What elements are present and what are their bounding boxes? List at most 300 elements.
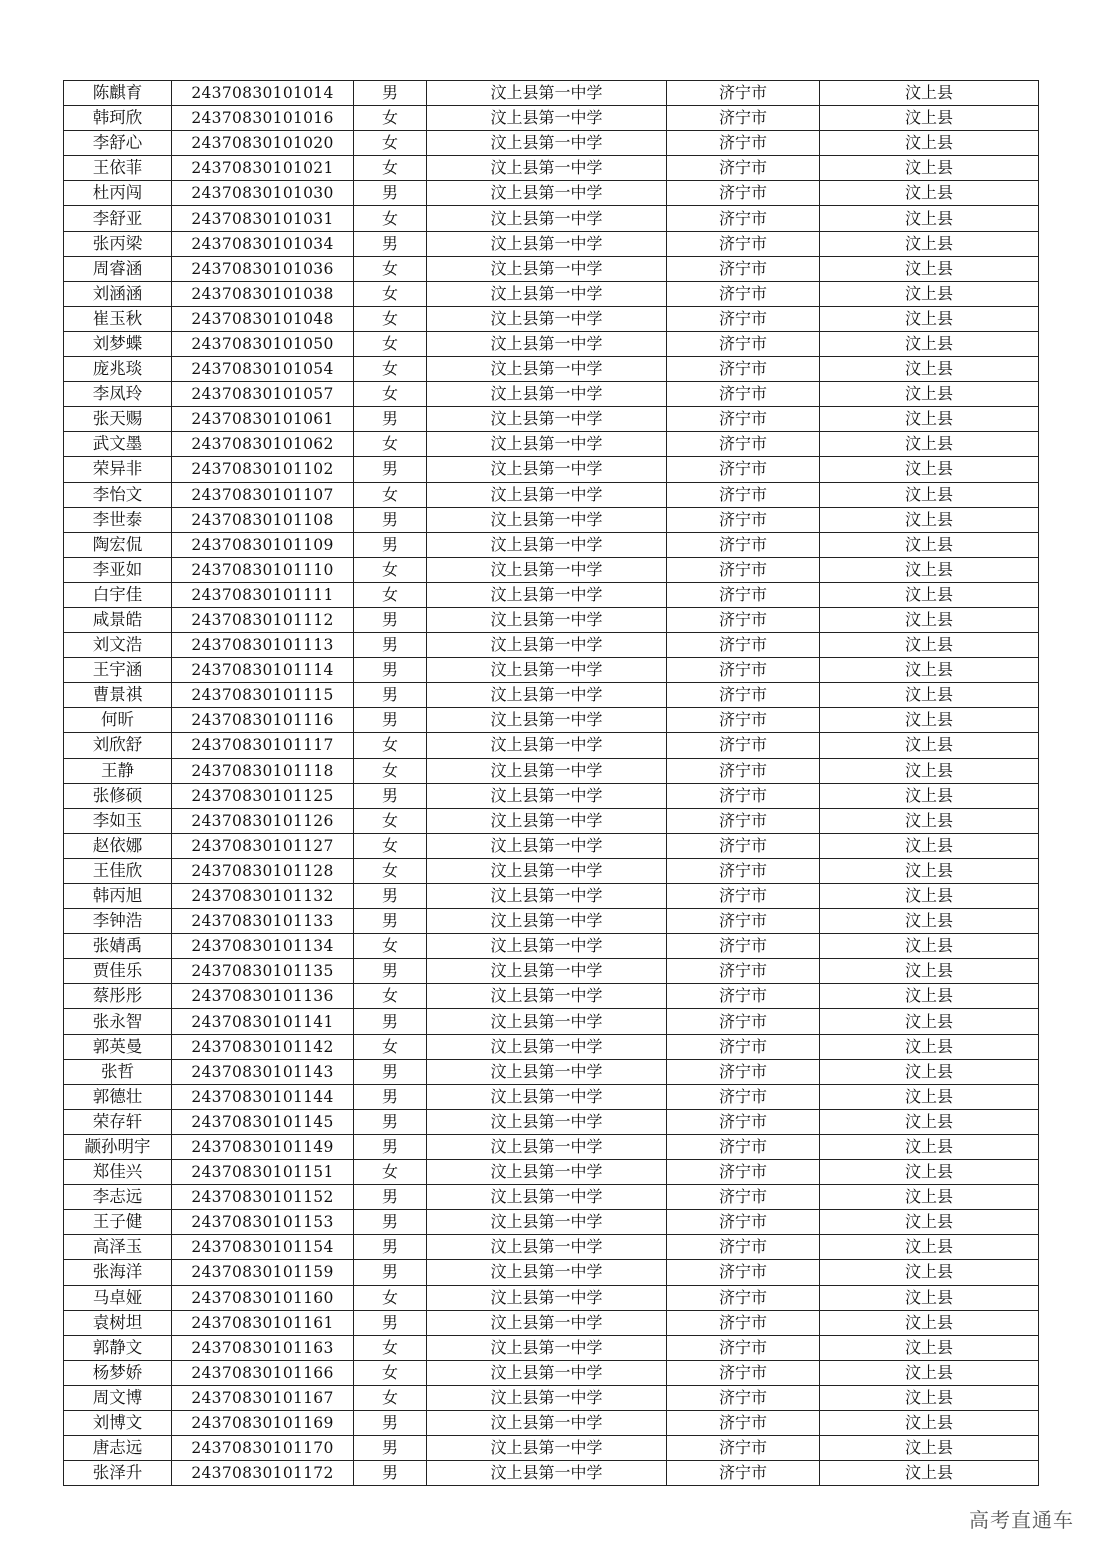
name-cell: 陶宏侃 xyxy=(64,532,172,557)
city-cell: 济宁市 xyxy=(667,1335,820,1360)
table-row xyxy=(64,206,1039,231)
table-row xyxy=(64,1461,1039,1486)
county-cell: 汶上县 xyxy=(820,457,1039,482)
name-cell: 刘梦蝶 xyxy=(64,331,172,356)
name-cell: 李世泰 xyxy=(64,507,172,532)
table-row xyxy=(64,783,1039,808)
name-cell: 郑佳兴 xyxy=(64,1160,172,1185)
gender-cell: 女 xyxy=(354,1034,427,1059)
table-row xyxy=(64,658,1039,683)
exam-id-cell: 24370830101107 xyxy=(172,482,354,507)
school-cell: 汶上县第一中学 xyxy=(427,984,667,1009)
school-cell: 汶上县第一中学 xyxy=(427,1235,667,1260)
table-row xyxy=(64,482,1039,507)
name-cell: 杜丙闯 xyxy=(64,181,172,206)
city-cell: 济宁市 xyxy=(667,1109,820,1134)
city-cell: 济宁市 xyxy=(667,833,820,858)
gender-cell: 女 xyxy=(354,557,427,582)
county-cell: 汶上县 xyxy=(820,1084,1039,1109)
county-cell: 汶上县 xyxy=(820,984,1039,1009)
exam-id-cell: 24370830101161 xyxy=(172,1310,354,1335)
city-cell: 济宁市 xyxy=(667,783,820,808)
exam-id-cell: 24370830101143 xyxy=(172,1059,354,1084)
county-cell: 汶上县 xyxy=(820,683,1039,708)
county-cell: 汶上县 xyxy=(820,106,1039,131)
county-cell: 汶上县 xyxy=(820,507,1039,532)
table-row xyxy=(64,1109,1039,1134)
city-cell: 济宁市 xyxy=(667,1160,820,1185)
table-row xyxy=(64,1436,1039,1461)
county-cell: 汶上县 xyxy=(820,633,1039,658)
name-cell: 崔玉秋 xyxy=(64,306,172,331)
name-cell: 王宇涵 xyxy=(64,658,172,683)
city-cell: 济宁市 xyxy=(667,156,820,181)
county-cell: 汶上县 xyxy=(820,1285,1039,1310)
county-cell: 汶上县 xyxy=(820,582,1039,607)
table-row xyxy=(64,1285,1039,1310)
county-cell: 汶上县 xyxy=(820,357,1039,382)
table-row xyxy=(64,1335,1039,1360)
table-row xyxy=(64,557,1039,582)
table-row xyxy=(64,256,1039,281)
table-row xyxy=(64,833,1039,858)
school-cell: 汶上县第一中学 xyxy=(427,407,667,432)
gender-cell: 男 xyxy=(354,1235,427,1260)
city-cell: 济宁市 xyxy=(667,206,820,231)
exam-id-cell: 24370830101142 xyxy=(172,1034,354,1059)
table-row xyxy=(64,181,1039,206)
school-cell: 汶上县第一中学 xyxy=(427,708,667,733)
school-cell: 汶上县第一中学 xyxy=(427,1160,667,1185)
table-row xyxy=(64,1260,1039,1285)
school-cell: 汶上县第一中学 xyxy=(427,1461,667,1486)
exam-id-cell: 24370830101127 xyxy=(172,833,354,858)
exam-id-cell: 24370830101160 xyxy=(172,1285,354,1310)
city-cell: 济宁市 xyxy=(667,106,820,131)
county-cell: 汶上县 xyxy=(820,407,1039,432)
gender-cell: 女 xyxy=(354,1335,427,1360)
table-row xyxy=(64,106,1039,131)
name-cell: 袁树坦 xyxy=(64,1310,172,1335)
city-cell: 济宁市 xyxy=(667,482,820,507)
exam-id-cell: 24370830101166 xyxy=(172,1360,354,1385)
exam-id-cell: 24370830101172 xyxy=(172,1461,354,1486)
gender-cell: 男 xyxy=(354,683,427,708)
name-cell: 何昕 xyxy=(64,708,172,733)
exam-id-cell: 24370830101153 xyxy=(172,1210,354,1235)
city-cell: 济宁市 xyxy=(667,306,820,331)
exam-id-cell: 24370830101020 xyxy=(172,131,354,156)
name-cell: 张海洋 xyxy=(64,1260,172,1285)
school-cell: 汶上县第一中学 xyxy=(427,858,667,883)
table-row xyxy=(64,607,1039,632)
county-cell: 汶上县 xyxy=(820,1260,1039,1285)
exam-id-cell: 24370830101128 xyxy=(172,858,354,883)
school-cell: 汶上县第一中学 xyxy=(427,106,667,131)
name-cell: 周文博 xyxy=(64,1385,172,1410)
school-cell: 汶上县第一中学 xyxy=(427,231,667,256)
city-cell: 济宁市 xyxy=(667,1260,820,1285)
school-cell: 汶上县第一中学 xyxy=(427,81,667,106)
exam-id-cell: 24370830101109 xyxy=(172,532,354,557)
city-cell: 济宁市 xyxy=(667,231,820,256)
table-row xyxy=(64,81,1039,106)
table-row xyxy=(64,156,1039,181)
county-cell: 汶上县 xyxy=(820,231,1039,256)
exam-id-cell: 24370830101102 xyxy=(172,457,354,482)
exam-id-cell: 24370830101111 xyxy=(172,582,354,607)
gender-cell: 男 xyxy=(354,1461,427,1486)
school-cell: 汶上县第一中学 xyxy=(427,909,667,934)
table-row xyxy=(64,1134,1039,1159)
county-cell: 汶上县 xyxy=(820,1210,1039,1235)
name-cell: 张泽升 xyxy=(64,1461,172,1486)
city-cell: 济宁市 xyxy=(667,557,820,582)
gender-cell: 男 xyxy=(354,507,427,532)
name-cell: 荣异非 xyxy=(64,457,172,482)
city-cell: 济宁市 xyxy=(667,959,820,984)
school-cell: 汶上县第一中学 xyxy=(427,783,667,808)
exam-id-cell: 24370830101118 xyxy=(172,758,354,783)
exam-id-cell: 24370830101113 xyxy=(172,633,354,658)
county-cell: 汶上县 xyxy=(820,156,1039,181)
city-cell: 济宁市 xyxy=(667,733,820,758)
gender-cell: 女 xyxy=(354,758,427,783)
school-cell: 汶上县第一中学 xyxy=(427,1285,667,1310)
table-row xyxy=(64,808,1039,833)
gender-cell: 男 xyxy=(354,1009,427,1034)
city-cell: 济宁市 xyxy=(667,1410,820,1435)
school-cell: 汶上县第一中学 xyxy=(427,357,667,382)
exam-id-cell: 24370830101169 xyxy=(172,1410,354,1435)
gender-cell: 女 xyxy=(354,1385,427,1410)
school-cell: 汶上县第一中学 xyxy=(427,1436,667,1461)
exam-id-cell: 24370830101170 xyxy=(172,1436,354,1461)
city-cell: 济宁市 xyxy=(667,633,820,658)
name-cell: 刘博文 xyxy=(64,1410,172,1435)
name-cell: 刘欣舒 xyxy=(64,733,172,758)
city-cell: 济宁市 xyxy=(667,683,820,708)
gender-cell: 男 xyxy=(354,959,427,984)
county-cell: 汶上县 xyxy=(820,1310,1039,1335)
county-cell: 汶上县 xyxy=(820,783,1039,808)
table-row xyxy=(64,1360,1039,1385)
table-row xyxy=(64,1059,1039,1084)
school-cell: 汶上县第一中学 xyxy=(427,281,667,306)
gender-cell: 男 xyxy=(354,1436,427,1461)
city-cell: 济宁市 xyxy=(667,708,820,733)
exam-id-cell: 24370830101038 xyxy=(172,281,354,306)
name-cell: 赵依娜 xyxy=(64,833,172,858)
exam-id-cell: 24370830101031 xyxy=(172,206,354,231)
gender-cell: 男 xyxy=(354,884,427,909)
gender-cell: 女 xyxy=(354,1285,427,1310)
name-cell: 张哲 xyxy=(64,1059,172,1084)
gender-cell: 男 xyxy=(354,1059,427,1084)
name-cell: 张丙梁 xyxy=(64,231,172,256)
exam-id-cell: 24370830101117 xyxy=(172,733,354,758)
name-cell: 白宇佳 xyxy=(64,582,172,607)
exam-id-cell: 24370830101163 xyxy=(172,1335,354,1360)
school-cell: 汶上县第一中学 xyxy=(427,808,667,833)
school-cell: 汶上县第一中学 xyxy=(427,833,667,858)
exam-id-cell: 24370830101149 xyxy=(172,1134,354,1159)
city-cell: 济宁市 xyxy=(667,81,820,106)
name-cell: 郭静文 xyxy=(64,1335,172,1360)
gender-cell: 男 xyxy=(354,633,427,658)
city-cell: 济宁市 xyxy=(667,281,820,306)
gender-cell: 女 xyxy=(354,482,427,507)
table-row xyxy=(64,758,1039,783)
city-cell: 济宁市 xyxy=(667,1235,820,1260)
exam-id-cell: 24370830101110 xyxy=(172,557,354,582)
table-row xyxy=(64,984,1039,1009)
exam-id-cell: 24370830101144 xyxy=(172,1084,354,1109)
county-cell: 汶上县 xyxy=(820,1034,1039,1059)
gender-cell: 女 xyxy=(354,432,427,457)
county-cell: 汶上县 xyxy=(820,1059,1039,1084)
school-cell: 汶上县第一中学 xyxy=(427,934,667,959)
exam-id-cell: 24370830101114 xyxy=(172,658,354,683)
table-row xyxy=(64,582,1039,607)
city-cell: 济宁市 xyxy=(667,382,820,407)
exam-id-cell: 24370830101136 xyxy=(172,984,354,1009)
city-cell: 济宁市 xyxy=(667,1210,820,1235)
table-row xyxy=(64,858,1039,883)
gender-cell: 男 xyxy=(354,1210,427,1235)
city-cell: 济宁市 xyxy=(667,1084,820,1109)
name-cell: 高泽玉 xyxy=(64,1235,172,1260)
city-cell: 济宁市 xyxy=(667,532,820,557)
city-cell: 济宁市 xyxy=(667,808,820,833)
gender-cell: 女 xyxy=(354,256,427,281)
county-cell: 汶上县 xyxy=(820,959,1039,984)
gender-cell: 男 xyxy=(354,909,427,934)
county-cell: 汶上县 xyxy=(820,306,1039,331)
exam-id-cell: 24370830101061 xyxy=(172,407,354,432)
table-row xyxy=(64,281,1039,306)
school-cell: 汶上县第一中学 xyxy=(427,1059,667,1084)
name-cell: 王子健 xyxy=(64,1210,172,1235)
school-cell: 汶上县第一中学 xyxy=(427,532,667,557)
school-cell: 汶上县第一中学 xyxy=(427,331,667,356)
table-row xyxy=(64,1210,1039,1235)
watermark-logo-text: 高考直通车 xyxy=(969,1508,1074,1532)
school-cell: 汶上县第一中学 xyxy=(427,582,667,607)
table-row xyxy=(64,1009,1039,1034)
county-cell: 汶上县 xyxy=(820,482,1039,507)
gender-cell: 女 xyxy=(354,733,427,758)
exam-id-cell: 24370830101135 xyxy=(172,959,354,984)
exam-id-cell: 24370830101141 xyxy=(172,1009,354,1034)
school-cell: 汶上县第一中学 xyxy=(427,181,667,206)
exam-id-cell: 24370830101057 xyxy=(172,382,354,407)
county-cell: 汶上县 xyxy=(820,1335,1039,1360)
school-cell: 汶上县第一中学 xyxy=(427,1310,667,1335)
city-cell: 济宁市 xyxy=(667,582,820,607)
school-cell: 汶上县第一中学 xyxy=(427,633,667,658)
name-cell: 韩珂欣 xyxy=(64,106,172,131)
school-cell: 汶上县第一中学 xyxy=(427,1410,667,1435)
city-cell: 济宁市 xyxy=(667,432,820,457)
school-cell: 汶上县第一中学 xyxy=(427,457,667,482)
exam-id-cell: 24370830101062 xyxy=(172,432,354,457)
city-cell: 济宁市 xyxy=(667,507,820,532)
school-cell: 汶上县第一中学 xyxy=(427,959,667,984)
name-cell: 李舒亚 xyxy=(64,206,172,231)
exam-id-cell: 24370830101030 xyxy=(172,181,354,206)
school-cell: 汶上县第一中学 xyxy=(427,658,667,683)
table-row xyxy=(64,407,1039,432)
school-cell: 汶上县第一中学 xyxy=(427,758,667,783)
name-cell: 武文墨 xyxy=(64,432,172,457)
county-cell: 汶上县 xyxy=(820,1360,1039,1385)
county-cell: 汶上县 xyxy=(820,532,1039,557)
name-cell: 郭德壮 xyxy=(64,1084,172,1109)
table-row xyxy=(64,633,1039,658)
county-cell: 汶上县 xyxy=(820,432,1039,457)
gender-cell: 女 xyxy=(354,934,427,959)
table-row xyxy=(64,306,1039,331)
city-cell: 济宁市 xyxy=(667,1436,820,1461)
name-cell: 李志远 xyxy=(64,1185,172,1210)
gender-cell: 男 xyxy=(354,1109,427,1134)
exam-id-cell: 24370830101133 xyxy=(172,909,354,934)
gender-cell: 女 xyxy=(354,206,427,231)
name-cell: 李如玉 xyxy=(64,808,172,833)
county-cell: 汶上县 xyxy=(820,909,1039,934)
county-cell: 汶上县 xyxy=(820,131,1039,156)
gender-cell: 女 xyxy=(354,984,427,1009)
county-cell: 汶上县 xyxy=(820,808,1039,833)
name-cell: 刘文浩 xyxy=(64,633,172,658)
table-row xyxy=(64,1034,1039,1059)
gender-cell: 男 xyxy=(354,1410,427,1435)
gender-cell: 男 xyxy=(354,532,427,557)
student-list-sheet xyxy=(63,80,1038,1486)
gender-cell: 男 xyxy=(354,1185,427,1210)
school-cell: 汶上县第一中学 xyxy=(427,557,667,582)
exam-id-cell: 24370830101021 xyxy=(172,156,354,181)
gender-cell: 男 xyxy=(354,783,427,808)
county-cell: 汶上县 xyxy=(820,1009,1039,1034)
city-cell: 济宁市 xyxy=(667,1009,820,1034)
gender-cell: 男 xyxy=(354,708,427,733)
county-cell: 汶上县 xyxy=(820,1109,1039,1134)
exam-id-cell: 24370830101159 xyxy=(172,1260,354,1285)
table-row xyxy=(64,432,1039,457)
exam-id-cell: 24370830101134 xyxy=(172,934,354,959)
name-cell: 贾佳乐 xyxy=(64,959,172,984)
gender-cell: 男 xyxy=(354,1134,427,1159)
city-cell: 济宁市 xyxy=(667,909,820,934)
city-cell: 济宁市 xyxy=(667,984,820,1009)
school-cell: 汶上县第一中学 xyxy=(427,1109,667,1134)
name-cell: 颛孙明宇 xyxy=(64,1134,172,1159)
county-cell: 汶上县 xyxy=(820,1134,1039,1159)
city-cell: 济宁市 xyxy=(667,181,820,206)
school-cell: 汶上县第一中学 xyxy=(427,482,667,507)
table-row xyxy=(64,909,1039,934)
name-cell: 李亚如 xyxy=(64,557,172,582)
gender-cell: 男 xyxy=(354,457,427,482)
exam-id-cell: 24370830101116 xyxy=(172,708,354,733)
exam-id-cell: 24370830101112 xyxy=(172,607,354,632)
school-cell: 汶上县第一中学 xyxy=(427,733,667,758)
school-cell: 汶上县第一中学 xyxy=(427,206,667,231)
city-cell: 济宁市 xyxy=(667,858,820,883)
county-cell: 汶上县 xyxy=(820,1160,1039,1185)
gender-cell: 男 xyxy=(354,407,427,432)
city-cell: 济宁市 xyxy=(667,758,820,783)
student-table xyxy=(63,80,1039,1486)
gender-cell: 女 xyxy=(354,131,427,156)
exam-id-cell: 24370830101050 xyxy=(172,331,354,356)
table-row xyxy=(64,708,1039,733)
city-cell: 济宁市 xyxy=(667,131,820,156)
table-row xyxy=(64,1160,1039,1185)
exam-id-cell: 24370830101016 xyxy=(172,106,354,131)
name-cell: 李怡文 xyxy=(64,482,172,507)
exam-id-cell: 24370830101034 xyxy=(172,231,354,256)
county-cell: 汶上县 xyxy=(820,331,1039,356)
name-cell: 王依菲 xyxy=(64,156,172,181)
exam-id-cell: 24370830101151 xyxy=(172,1160,354,1185)
county-cell: 汶上县 xyxy=(820,733,1039,758)
school-cell: 汶上县第一中学 xyxy=(427,1134,667,1159)
gender-cell: 男 xyxy=(354,181,427,206)
city-cell: 济宁市 xyxy=(667,331,820,356)
gender-cell: 女 xyxy=(354,1360,427,1385)
city-cell: 济宁市 xyxy=(667,1285,820,1310)
gender-cell: 女 xyxy=(354,833,427,858)
county-cell: 汶上县 xyxy=(820,1385,1039,1410)
exam-id-cell: 24370830101167 xyxy=(172,1385,354,1410)
exam-id-cell: 24370830101054 xyxy=(172,357,354,382)
student-table-body xyxy=(64,81,1039,1486)
gender-cell: 男 xyxy=(354,81,427,106)
table-row xyxy=(64,507,1039,532)
school-cell: 汶上县第一中学 xyxy=(427,1185,667,1210)
gender-cell: 女 xyxy=(354,331,427,356)
table-row xyxy=(64,1385,1039,1410)
table-row xyxy=(64,382,1039,407)
county-cell: 汶上县 xyxy=(820,1185,1039,1210)
city-cell: 济宁市 xyxy=(667,884,820,909)
school-cell: 汶上县第一中学 xyxy=(427,683,667,708)
table-row xyxy=(64,884,1039,909)
city-cell: 济宁市 xyxy=(667,1360,820,1385)
name-cell: 陈麒育 xyxy=(64,81,172,106)
gender-cell: 男 xyxy=(354,658,427,683)
county-cell: 汶上县 xyxy=(820,181,1039,206)
exam-id-cell: 24370830101126 xyxy=(172,808,354,833)
city-cell: 济宁市 xyxy=(667,457,820,482)
name-cell: 张天赐 xyxy=(64,407,172,432)
county-cell: 汶上县 xyxy=(820,858,1039,883)
table-row xyxy=(64,131,1039,156)
gender-cell: 男 xyxy=(354,1310,427,1335)
name-cell: 唐志远 xyxy=(64,1436,172,1461)
city-cell: 济宁市 xyxy=(667,1461,820,1486)
gender-cell: 女 xyxy=(354,306,427,331)
exam-id-cell: 24370830101014 xyxy=(172,81,354,106)
name-cell: 郭英曼 xyxy=(64,1034,172,1059)
name-cell: 张婧禹 xyxy=(64,934,172,959)
county-cell: 汶上县 xyxy=(820,281,1039,306)
gender-cell: 女 xyxy=(354,106,427,131)
table-row xyxy=(64,357,1039,382)
